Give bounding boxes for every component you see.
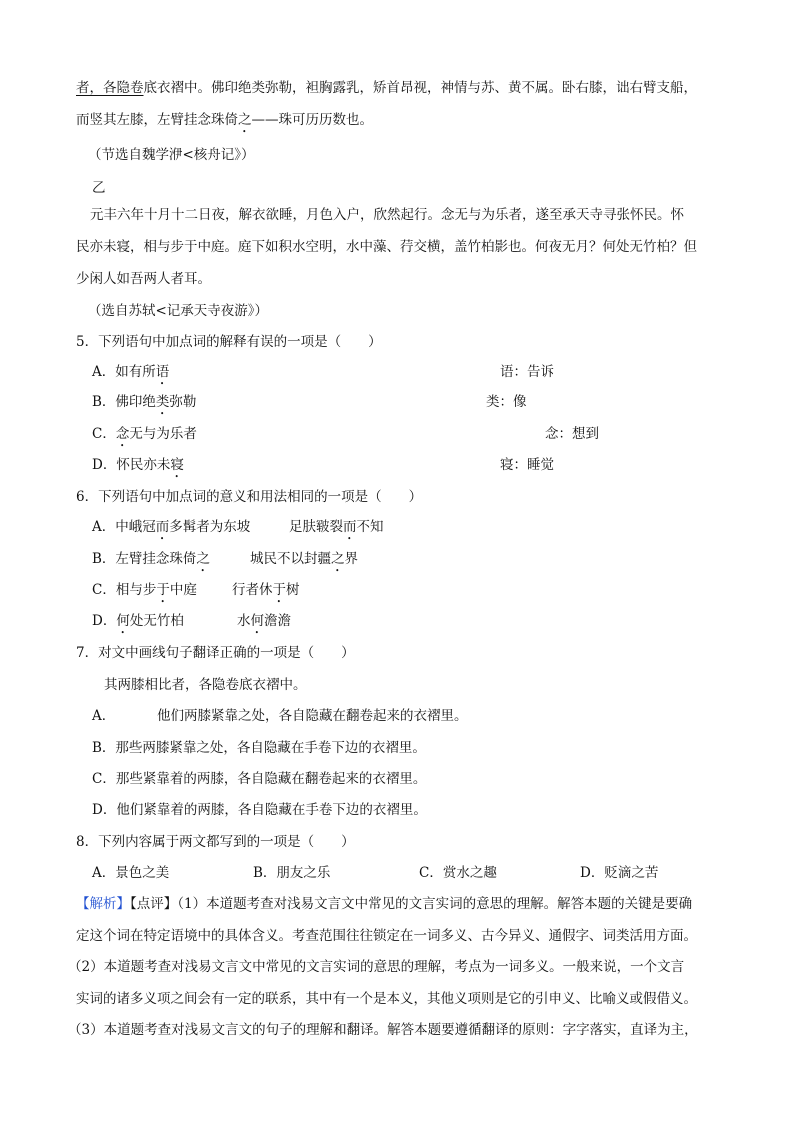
q7-stem: 7．对文中画线句子翻译正确的一项是（ ）: [76, 645, 355, 661]
q7-option-d: D．他们紧靠着的两膝，各自隐藏在手卷下边的衣褶里。: [92, 802, 427, 818]
passage-yi-label: 乙: [92, 180, 106, 196]
analysis-line-5: （3）本道题考查对浅易文言文的句子的理解和翻译。解答本题要遵循翻译的原则：字字落实，直译为主，: [68, 1022, 698, 1038]
q6-stem: 6．下列语句中加点词的意义和用法相同的一项是（ ）: [76, 489, 423, 505]
passage-yi-line-1: 元丰六年十月十二日夜，解衣欲睡，月色入户，欣然起行。念无与为乐者，遂至承天寺寻张怀民。怀: [90, 207, 684, 223]
q5-option-d: D．怀民亦未寝: [92, 457, 184, 473]
q8-option-d: D．贬滴之苦: [580, 865, 659, 881]
passage-yi-line-2: 民亦未寝，相与步于中庭。庭下如积水空明，水中藻、荇交横，盖竹柏影也。何夜无月？何处无竹柏？但: [76, 239, 697, 255]
analysis-line-2: 定这个词在特定语境中的具体含义。考查范围往往锁定在一词多义、古今异义、通假字、词类活用方面。: [76, 928, 697, 944]
analysis-tag: 【解析】: [76, 896, 130, 912]
q5-gloss-a: 语：告诉: [500, 364, 554, 380]
analysis-line-4: 实词的诸多义项之间会有一定的联系，其中有一个是本义，其他义项则是它的引申义、比喻义或假借义。: [76, 991, 697, 1007]
q7-option-b: B．那些两膝紧靠之处，各自隐藏在手卷下边的衣褶里。: [92, 740, 426, 756]
q6-option-d: D．何处无竹柏: [92, 613, 184, 629]
q6-option-c-second: 行者休于树: [232, 582, 300, 598]
analysis-line-3: （2）本道题考查对浅易文言文中常见的文言实词的意思的理解，考点为一词多义。一般来说，一个文言: [68, 959, 685, 975]
q5-option-c: C．念无与为乐者: [92, 426, 197, 442]
q7-option-a-label: A．: [92, 708, 116, 724]
q6-option-a: A．中峨冠而多髯者为东坡: [92, 519, 251, 535]
q5-gloss-c: 念：想到: [545, 426, 599, 442]
q5-stem: 5．下列语句中加点词的解释有误的一项是（ ）: [76, 334, 382, 350]
q6-option-c: C．相与步于中庭: [92, 582, 197, 598]
q6-option-d-second: 水何澹澹: [237, 613, 291, 629]
q8-stem: 8．下列内容属于两文都写到的一项是（ ）: [76, 834, 355, 850]
passage-jia-line-2: 而竖其左膝，左臂挂念珠倚之——珠可历历数也。: [76, 112, 373, 128]
q6-option-a-second: 足肤皲裂而不知: [289, 519, 384, 535]
q7-option-c: C．那些紧靠着的两膝，各自隐藏在翻卷起来的衣褶里。: [92, 771, 427, 787]
q8-option-c: C．赏水之趣: [419, 865, 497, 881]
q7-sentence: 其两膝相比者，各隐卷底衣褶中。: [104, 677, 307, 693]
q5-gloss-b: 类：像: [486, 394, 527, 410]
underlined-sentence: 者，各隐卷: [76, 80, 144, 96]
q6-option-b: B．左臂挂念珠倚之: [92, 551, 210, 567]
q6-option-b-second: 城民不以封疆之界: [250, 551, 358, 567]
passage-yi-source: （选自苏轼<记承天寺夜游》）: [88, 303, 269, 319]
passage-jia-source: （节选自魏学洢<核舟记》）: [88, 147, 255, 163]
analysis-line-1: 【解析】【点评】（1）本道题考查对浅易文言文中常见的文言实词的意思的理解。解答本题的关键是要确: [76, 896, 693, 912]
passage-yi-line-3: 少闲人如吾两人者耳。: [76, 271, 211, 287]
q5-option-b: B．佛印绝类弥勒: [92, 394, 197, 410]
q5-option-a: A．如有所语: [92, 364, 170, 380]
q8-option-b: B．朋友之乐: [253, 865, 331, 881]
q8-option-a: A．景色之美: [92, 865, 170, 881]
q7-option-a: 他们两膝紧靠之处，各自隐藏在翻卷起来的衣褶里。: [157, 708, 468, 724]
q5-gloss-d: 寝：睡觉: [500, 457, 554, 473]
passage-jia-line-1: 者，各隐卷底衣褶中。佛印绝类弥勒，袒胸露乳，矫首昂视，神情与苏、黄不属。卧右膝，诎右臂支船，: [76, 80, 697, 96]
